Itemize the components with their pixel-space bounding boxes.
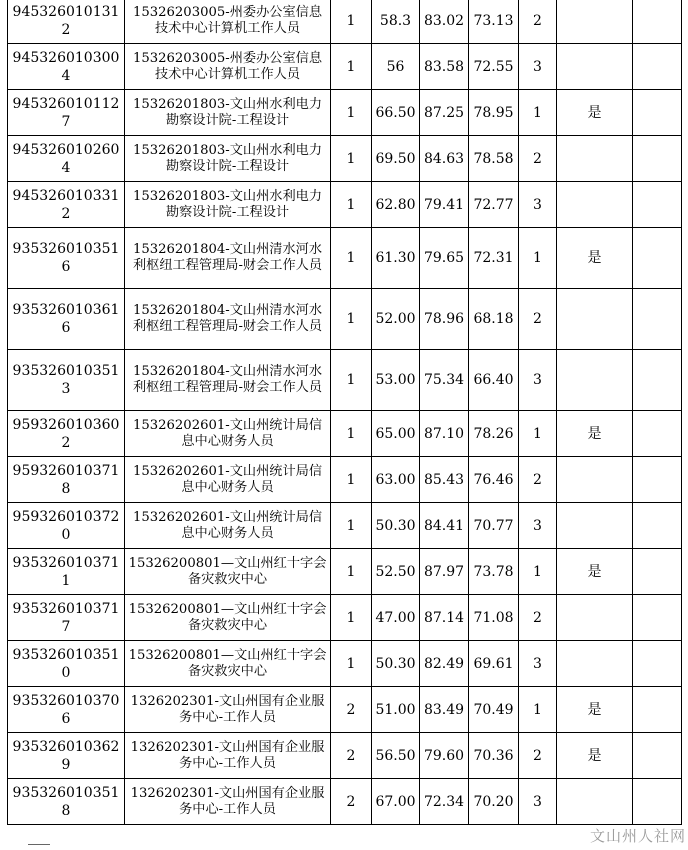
position-cell: 1326202301-文山州国有企业服务中心-工作人员 xyxy=(125,687,331,733)
physical-exam-cell xyxy=(557,641,633,687)
total-score-cell: 78.58 xyxy=(469,136,519,182)
total-score-cell: 78.26 xyxy=(469,411,519,457)
total-score-cell: 70.77 xyxy=(469,503,519,549)
table-row xyxy=(8,457,682,503)
position-cell: 15326201803-文山州水利电力勘察设计院-工程设计 xyxy=(125,136,331,182)
quota-cell: 1 xyxy=(331,136,372,182)
total-score-cell: 78.95 xyxy=(469,90,519,136)
exam-id-cell: 9353260103717 xyxy=(8,595,125,641)
remark-cell xyxy=(633,228,682,289)
remark-cell xyxy=(633,641,682,687)
exam-id-cell: 9453260101312 xyxy=(8,0,125,44)
interview-score-cell: 83.49 xyxy=(420,687,469,733)
interview-score-cell: 83.02 xyxy=(420,0,469,44)
interview-score-cell: 72.34 xyxy=(420,779,469,825)
written-score-cell: 58.3 xyxy=(372,0,420,44)
written-score-cell: 62.80 xyxy=(372,182,420,228)
total-score-cell: 66.40 xyxy=(469,350,519,411)
rank-cell: 3 xyxy=(519,641,557,687)
quota-cell: 1 xyxy=(331,289,372,350)
interview-score-cell: 87.14 xyxy=(420,595,469,641)
interview-score-cell: 83.58 xyxy=(420,44,469,90)
position-cell: 15326201804-文山州清水河水利枢纽工程管理局-财会工作人员 xyxy=(125,289,331,350)
total-score-cell: 68.18 xyxy=(469,289,519,350)
interview-score-cell: 79.60 xyxy=(420,733,469,779)
physical-exam-cell xyxy=(557,503,633,549)
physical-exam-cell xyxy=(557,350,633,411)
results-table xyxy=(7,0,682,825)
interview-score-cell: 87.25 xyxy=(420,90,469,136)
table-row xyxy=(8,90,682,136)
table-row xyxy=(8,228,682,289)
table-row xyxy=(8,779,682,825)
written-score-cell: 50.30 xyxy=(372,641,420,687)
written-score-cell: 56 xyxy=(372,44,420,90)
interview-score-cell: 84.41 xyxy=(420,503,469,549)
quota-cell: 1 xyxy=(331,457,372,503)
quota-cell: 1 xyxy=(331,90,372,136)
rank-cell: 3 xyxy=(519,350,557,411)
total-score-cell: 70.49 xyxy=(469,687,519,733)
quota-cell: 1 xyxy=(331,595,372,641)
quota-cell: 2 xyxy=(331,687,372,733)
remark-cell xyxy=(633,733,682,779)
remark-cell xyxy=(633,457,682,503)
physical-exam-cell xyxy=(557,779,633,825)
total-score-cell: 69.61 xyxy=(469,641,519,687)
physical-exam-cell xyxy=(557,0,633,44)
rank-cell: 1 xyxy=(519,228,557,289)
table-row xyxy=(8,136,682,182)
position-cell: 15326203005-州委办公室信息技术中心计算机工作人员 xyxy=(125,44,331,90)
exam-id-cell: 9353260103616 xyxy=(8,289,125,350)
remark-cell xyxy=(633,779,682,825)
table-row xyxy=(8,641,682,687)
exam-id-cell: 9353260103513 xyxy=(8,350,125,411)
quota-cell: 2 xyxy=(331,733,372,779)
quota-cell: 1 xyxy=(331,182,372,228)
rank-cell: 3 xyxy=(519,182,557,228)
quota-cell: 2 xyxy=(331,779,372,825)
table-row xyxy=(8,182,682,228)
exam-id-cell: 9353260103516 xyxy=(8,228,125,289)
table-row xyxy=(8,44,682,90)
rank-cell: 1 xyxy=(519,411,557,457)
position-cell: 1326202301-文山州国有企业服务中心-工作人员 xyxy=(125,779,331,825)
total-score-cell: 72.31 xyxy=(469,228,519,289)
exam-id-cell: 9593260103602 xyxy=(8,411,125,457)
exam-id-cell: 9353260103711 xyxy=(8,549,125,595)
quota-cell: 1 xyxy=(331,549,372,595)
position-cell: 15326202601-文山州统计局信息中心财务人员 xyxy=(125,411,331,457)
position-cell: 15326200801—文山州红十字会备灾救灾中心 xyxy=(125,549,331,595)
exam-id-cell: 9453260103312 xyxy=(8,182,125,228)
exam-id-cell: 9453260102604 xyxy=(8,136,125,182)
table-row xyxy=(8,411,682,457)
interview-score-cell: 78.96 xyxy=(420,289,469,350)
written-score-cell: 51.00 xyxy=(372,687,420,733)
interview-score-cell: 82.49 xyxy=(420,641,469,687)
position-cell: 15326200801—文山州红十字会备灾救灾中心 xyxy=(125,641,331,687)
position-cell: 15326202601-文山州统计局信息中心财务人员 xyxy=(125,457,331,503)
exam-id-cell: 9453260103004 xyxy=(8,44,125,90)
quota-cell: 1 xyxy=(331,44,372,90)
rank-cell: 3 xyxy=(519,779,557,825)
total-score-cell: 76.46 xyxy=(469,457,519,503)
remark-cell xyxy=(633,90,682,136)
physical-exam-cell: 是 xyxy=(557,411,633,457)
exam-id-cell: 9593260103720 xyxy=(8,503,125,549)
written-score-cell: 69.50 xyxy=(372,136,420,182)
rank-cell: 1 xyxy=(519,687,557,733)
interview-score-cell: 87.97 xyxy=(420,549,469,595)
table-row xyxy=(8,733,682,779)
remark-cell xyxy=(633,549,682,595)
written-score-cell: 63.00 xyxy=(372,457,420,503)
physical-exam-cell: 是 xyxy=(557,228,633,289)
rank-cell: 2 xyxy=(519,289,557,350)
written-score-cell: 56.50 xyxy=(372,733,420,779)
physical-exam-cell xyxy=(557,595,633,641)
position-cell: 15326201804-文山州清水河水利枢纽工程管理局-财会工作人员 xyxy=(125,228,331,289)
table-row xyxy=(8,595,682,641)
written-score-cell: 47.00 xyxy=(372,595,420,641)
total-score-cell: 72.55 xyxy=(469,44,519,90)
rank-cell: 3 xyxy=(519,503,557,549)
total-score-cell: 73.78 xyxy=(469,549,519,595)
remark-cell xyxy=(633,289,682,350)
exam-id-cell: 9353260103706 xyxy=(8,687,125,733)
position-cell: 15326203005-州委办公室信息技术中心计算机工作人员 xyxy=(125,0,331,44)
total-score-cell: 72.77 xyxy=(469,182,519,228)
remark-cell xyxy=(633,411,682,457)
table-row xyxy=(8,289,682,350)
physical-exam-cell: 是 xyxy=(557,90,633,136)
interview-score-cell: 87.10 xyxy=(420,411,469,457)
written-score-cell: 67.00 xyxy=(372,779,420,825)
physical-exam-cell xyxy=(557,289,633,350)
physical-exam-cell xyxy=(557,457,633,503)
remark-cell xyxy=(633,0,682,44)
quota-cell: 1 xyxy=(331,228,372,289)
remark-cell xyxy=(633,350,682,411)
quota-cell: 1 xyxy=(331,641,372,687)
interview-score-cell: 84.63 xyxy=(420,136,469,182)
table-row xyxy=(8,503,682,549)
remark-cell xyxy=(633,595,682,641)
quota-cell: 1 xyxy=(331,411,372,457)
rank-cell: 2 xyxy=(519,733,557,779)
remark-cell xyxy=(633,136,682,182)
exam-id-cell: 9353260103510 xyxy=(8,641,125,687)
total-score-cell: 73.13 xyxy=(469,0,519,44)
position-cell: 15326201804-文山州清水河水利枢纽工程管理局-财会工作人员 xyxy=(125,350,331,411)
rank-cell: 3 xyxy=(519,44,557,90)
rank-cell: 2 xyxy=(519,0,557,44)
position-cell: 15326201803-文山州水利电力勘察设计院-工程设计 xyxy=(125,182,331,228)
exam-id-cell: 9453260101127 xyxy=(8,90,125,136)
table-row xyxy=(8,549,682,595)
written-score-cell: 50.30 xyxy=(372,503,420,549)
remark-cell xyxy=(633,44,682,90)
written-score-cell: 66.50 xyxy=(372,90,420,136)
quota-cell: 1 xyxy=(331,0,372,44)
physical-exam-cell: 是 xyxy=(557,549,633,595)
written-score-cell: 65.00 xyxy=(372,411,420,457)
physical-exam-cell xyxy=(557,44,633,90)
remark-cell xyxy=(633,687,682,733)
interview-score-cell: 79.41 xyxy=(420,182,469,228)
quota-cell: 1 xyxy=(331,350,372,411)
rank-cell: 1 xyxy=(519,549,557,595)
footnote-rule xyxy=(28,844,50,845)
written-score-cell: 61.30 xyxy=(372,228,420,289)
physical-exam-cell: 是 xyxy=(557,733,633,779)
physical-exam-cell xyxy=(557,182,633,228)
total-score-cell: 70.20 xyxy=(469,779,519,825)
rank-cell: 1 xyxy=(519,90,557,136)
written-score-cell: 52.50 xyxy=(372,549,420,595)
exam-id-cell: 9593260103718 xyxy=(8,457,125,503)
total-score-cell: 71.08 xyxy=(469,595,519,641)
physical-exam-cell xyxy=(557,136,633,182)
rank-cell: 2 xyxy=(519,136,557,182)
written-score-cell: 52.00 xyxy=(372,289,420,350)
rank-cell: 2 xyxy=(519,457,557,503)
exam-id-cell: 9353260103518 xyxy=(8,779,125,825)
interview-score-cell: 85.43 xyxy=(420,457,469,503)
site-watermark: 文山州人社网 xyxy=(589,827,686,845)
position-cell: 15326201803-文山州水利电力勘察设计院-工程设计 xyxy=(125,90,331,136)
position-cell: 1326202301-文山州国有企业服务中心-工作人员 xyxy=(125,733,331,779)
physical-exam-cell: 是 xyxy=(557,687,633,733)
interview-score-cell: 75.34 xyxy=(420,350,469,411)
table-row xyxy=(8,350,682,411)
exam-id-cell: 9353260103629 xyxy=(8,733,125,779)
remark-cell xyxy=(633,182,682,228)
position-cell: 15326202601-文山州统计局信息中心财务人员 xyxy=(125,503,331,549)
interview-score-cell: 79.65 xyxy=(420,228,469,289)
table-row xyxy=(8,687,682,733)
table-row xyxy=(8,0,682,44)
total-score-cell: 70.36 xyxy=(469,733,519,779)
position-cell: 15326200801—文山州红十字会备灾救灾中心 xyxy=(125,595,331,641)
quota-cell: 1 xyxy=(331,503,372,549)
rank-cell: 2 xyxy=(519,595,557,641)
remark-cell xyxy=(633,503,682,549)
written-score-cell: 53.00 xyxy=(372,350,420,411)
